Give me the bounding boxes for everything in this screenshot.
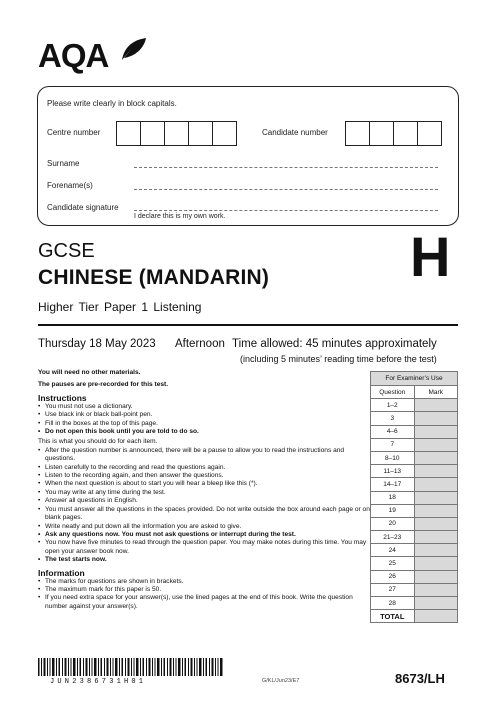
divider-rule xyxy=(38,324,458,326)
mark-cell xyxy=(414,451,458,464)
question-cell: 8–10 xyxy=(371,451,415,464)
table-row xyxy=(371,570,458,583)
subject-title: CHINESE (MANDARIN) xyxy=(38,266,270,289)
mark-cell xyxy=(414,478,458,491)
list-item: • Listen carefully to the recording and read the questions again. xyxy=(38,464,371,472)
list-item: • You must answer all the questions in the spaces provided. Do not write outside the box around each page or on blank pages. xyxy=(38,506,371,523)
surname-field[interactable] xyxy=(134,167,438,168)
information-heading: Information xyxy=(38,567,85,578)
exam-session: Afternoon xyxy=(175,338,225,350)
signature-field[interactable] xyxy=(134,210,438,211)
candidate-details-box xyxy=(37,86,459,226)
question-cell: 7 xyxy=(371,438,415,451)
information-list xyxy=(38,578,371,612)
total-label: TOTAL xyxy=(371,610,415,623)
digit-box[interactable] xyxy=(212,121,237,146)
list-item: • After the question number is announced, there will be a pause to allow you to read the instructions and questions. xyxy=(38,447,371,464)
question-cell: 14–17 xyxy=(371,478,415,491)
instructions-panel xyxy=(38,369,371,611)
table-row xyxy=(371,491,458,504)
mark-cell xyxy=(414,597,458,610)
table-row xyxy=(371,583,458,596)
question-cell: 21–23 xyxy=(371,531,415,544)
qualification-title: GCSE xyxy=(38,240,95,262)
tier-paper-label: Higher Tier Paper 1 Listening xyxy=(38,300,202,314)
candidate-number-boxes[interactable] xyxy=(345,121,441,146)
forenames-field[interactable] xyxy=(134,189,438,190)
list-item: • The test starts now. xyxy=(38,556,371,564)
digit-box[interactable] xyxy=(188,121,213,146)
table-row xyxy=(371,531,458,544)
table-row xyxy=(371,517,458,530)
mark-column-header: Mark xyxy=(414,386,458,399)
question-cell: 20 xyxy=(371,517,415,530)
list-item: • Use black ink or black ball-point pen. xyxy=(38,411,371,419)
list-item: • Fill in the boxes at the top of this page. xyxy=(38,420,371,428)
list-item: • If you need extra space for your answer(s), use the lined pages at the end of this book. Write the question number against your answer(s). xyxy=(38,594,371,611)
centre-number-boxes[interactable] xyxy=(116,121,236,146)
list-item: • You must not use a dictionary. xyxy=(38,403,371,411)
list-item: • You may write at any time during the test. xyxy=(38,489,371,497)
digit-box[interactable] xyxy=(140,121,165,146)
list-item: • Ask any questions now. You must not ask questions or interrupt during the test. xyxy=(38,531,371,539)
mark-cell xyxy=(414,465,458,478)
mark-cell xyxy=(414,570,458,583)
steps-list xyxy=(38,447,371,565)
barcode-image xyxy=(38,658,224,676)
question-cell: 1–2 xyxy=(371,399,415,412)
digit-box[interactable] xyxy=(417,121,442,146)
list-item: • When the next question is about to start you will hear a bleep like this (*). xyxy=(38,480,371,488)
total-mark-cell xyxy=(414,610,458,623)
question-cell: 25 xyxy=(371,557,415,570)
leaf-icon xyxy=(118,38,148,60)
question-cell: 4–6 xyxy=(371,425,415,438)
barcode-text: JUN2386731H01 xyxy=(50,678,147,686)
paper-code: 8673/LH xyxy=(395,671,445,686)
list-item: • Answer all questions in English. xyxy=(38,497,371,505)
candidate-number-label: Candidate number xyxy=(262,128,328,137)
total-row xyxy=(371,610,458,623)
exam-date: Thursday 18 May 2023 xyxy=(38,338,156,350)
list-item: • Write neatly and put down all the information you are asked to give. xyxy=(38,523,371,531)
table-row xyxy=(371,465,458,478)
table-row xyxy=(371,478,458,491)
instructions-list xyxy=(38,403,371,437)
question-cell: 3 xyxy=(371,412,415,425)
mark-cell xyxy=(414,557,458,570)
mark-cell xyxy=(414,544,458,557)
list-item: • The maximum mark for this paper is 50. xyxy=(38,586,371,594)
table-row xyxy=(371,451,458,464)
time-allowed: Time allowed: 45 minutes approximately xyxy=(232,338,437,350)
list-item: • Do not open this book until you are told to do so. xyxy=(38,428,371,436)
mark-cell xyxy=(414,438,458,451)
mark-cell xyxy=(414,504,458,517)
question-cell: 24 xyxy=(371,544,415,557)
list-item: • The marks for questions are shown in brackets. xyxy=(38,578,371,586)
table-row xyxy=(371,438,458,451)
question-cell: 28 xyxy=(371,597,415,610)
question-cell: 11–13 xyxy=(371,465,415,478)
materials-note: You will need no other materials. xyxy=(38,369,141,376)
pauses-note: The pauses are pre-recorded for this test. xyxy=(38,381,169,389)
table-row xyxy=(371,597,458,610)
tier-letter: H xyxy=(410,225,451,288)
question-column-header: Question xyxy=(371,386,415,399)
mark-cell xyxy=(414,583,458,596)
steps-intro: This is what you should do for each item. xyxy=(38,438,158,446)
list-item: • Listen to the recording again, and then answer the questions. xyxy=(38,472,371,480)
surname-label: Surname xyxy=(47,159,80,168)
declaration-text: I declare this is my own work. xyxy=(134,213,226,220)
list-item: • You now have five minutes to read through the question paper. You may make notes during this time. You may open your answer book now. xyxy=(38,539,371,556)
question-cell: 26 xyxy=(371,570,415,583)
table-row xyxy=(371,557,458,570)
block-capitals-instruction: Please write clearly in block capitals. xyxy=(47,99,177,108)
signature-label: Candidate signature xyxy=(47,203,119,212)
table-row xyxy=(371,425,458,438)
mark-cell xyxy=(414,517,458,530)
paper-reference: G/KL/Jun23/E7 xyxy=(262,678,300,684)
table-row xyxy=(371,412,458,425)
time-note: (including 5 minutes’ reading time before the test) xyxy=(240,354,437,364)
examiner-use-table xyxy=(370,371,458,623)
table-row xyxy=(371,544,458,557)
examiner-table-title: For Examiner’s Use xyxy=(371,372,458,386)
digit-box[interactable] xyxy=(369,121,394,146)
aqa-logo xyxy=(38,38,148,78)
question-cell: 27 xyxy=(371,583,415,596)
logo-text: AQA xyxy=(38,37,109,74)
mark-cell xyxy=(414,531,458,544)
mark-cell xyxy=(414,412,458,425)
mark-cell xyxy=(414,491,458,504)
digit-box[interactable] xyxy=(345,121,370,146)
question-cell: 19 xyxy=(371,504,415,517)
mark-cell xyxy=(414,425,458,438)
mark-cell xyxy=(414,399,458,412)
table-row xyxy=(371,504,458,517)
digit-box[interactable] xyxy=(393,121,418,146)
instructions-heading: Instructions xyxy=(38,392,87,403)
question-cell: 18 xyxy=(371,491,415,504)
centre-number-label: Centre number xyxy=(47,128,101,137)
forenames-label: Forename(s) xyxy=(47,181,93,190)
digit-box[interactable] xyxy=(116,121,141,146)
table-row xyxy=(371,399,458,412)
digit-box[interactable] xyxy=(164,121,189,146)
